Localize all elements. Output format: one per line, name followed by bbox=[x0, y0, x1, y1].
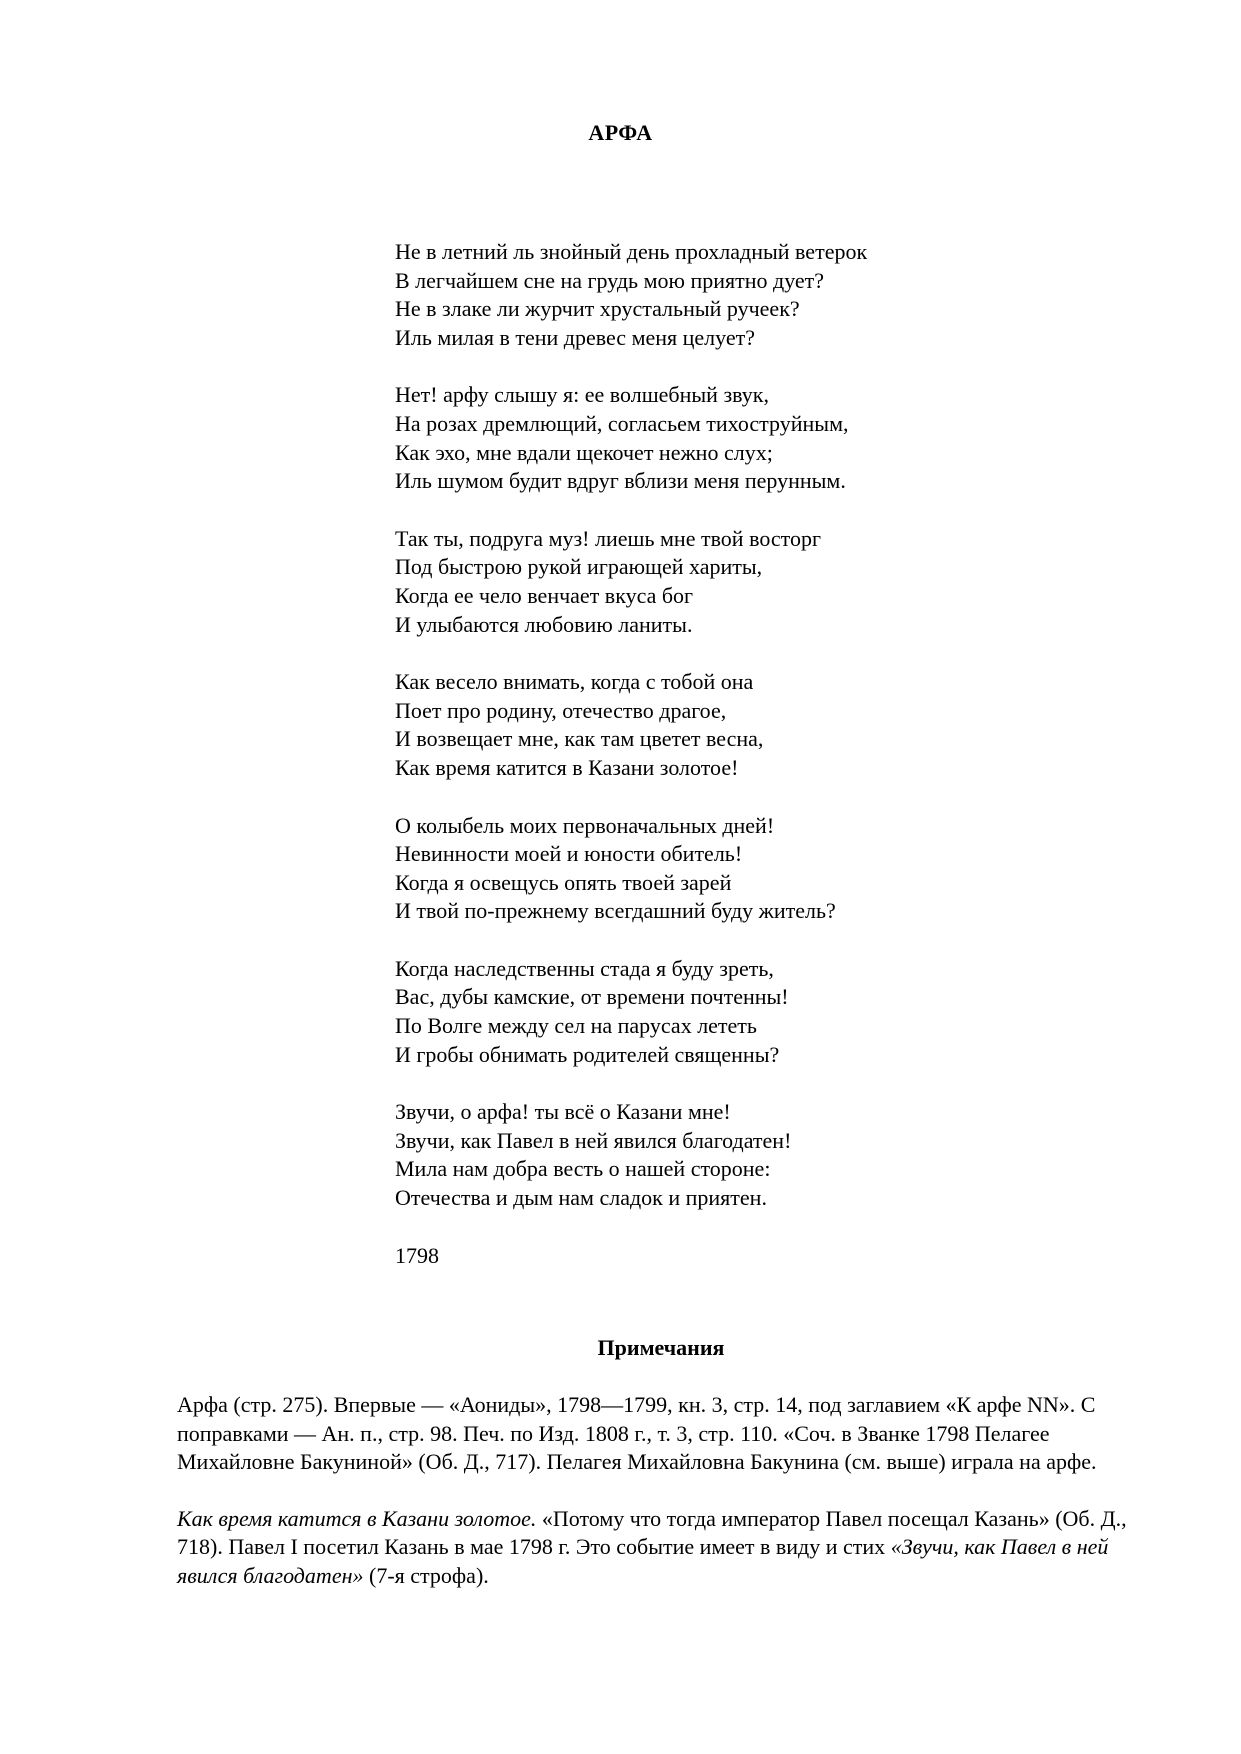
stanza-6 bbox=[395, 955, 1115, 1069]
poem-line: И улыбаются любовию ланиты. bbox=[395, 611, 693, 637]
notes-heading: Примечания bbox=[597, 1335, 725, 1360]
stanza-2 bbox=[395, 381, 1115, 495]
poem-line: Вас, дубы камские, от времени почтенны! bbox=[395, 984, 789, 1010]
poem-line: О колыбель моих первоначальных дней! bbox=[395, 812, 775, 838]
poem-year: 1798 bbox=[395, 1242, 439, 1268]
poem-body bbox=[395, 238, 1115, 1270]
poem-line: На розах дремлющий, согласьем тихоструйным, bbox=[395, 410, 849, 436]
note-italic-citation: Как время катится в Казани золотое. bbox=[177, 1505, 537, 1531]
poem-line: Так ты, подруга муз! лиешь мне твой восторг bbox=[395, 525, 821, 551]
poem-line: Невинности моей и юности обитель! bbox=[395, 841, 743, 867]
poem-line: Мила нам добра весть о нашей стороне: bbox=[395, 1156, 771, 1182]
poem-line: И твой по-прежнему всегдашний буду житель? bbox=[395, 898, 836, 924]
poem-line: По Волге между сел на парусах лететь bbox=[395, 1013, 757, 1039]
poem-line: Иль милая в тени древес меня целует? bbox=[395, 324, 756, 350]
poem-line: И гробы обнимать родителей священны? bbox=[395, 1041, 780, 1067]
stanza-7 bbox=[395, 1098, 1115, 1212]
poem-line: Звучи, о арфа! ты всё о Казани мне! bbox=[395, 1099, 731, 1125]
poem-line: Когда наследственны стада я буду зреть, bbox=[395, 955, 774, 981]
poem-line: Не в злаке ли журчит хрустальный ручеек? bbox=[395, 296, 800, 322]
poem-line: Как время катится в Казани золотое! bbox=[395, 754, 739, 780]
stanza-1 bbox=[395, 238, 1115, 352]
poem-line: Под быстрою рукой играющей хариты, bbox=[395, 554, 763, 580]
note-italic-quote: «Звучи, как Павел в ней явился благодатен» bbox=[177, 1534, 1109, 1588]
poem-title: АРФА bbox=[588, 120, 653, 145]
note-paragraph-1: Арфа (стр. 275). Впервые — «Аониды», 1798—1799, кн. 3, стр. 14, под заглавием «К арфе NN». С поправками — Ан. п., стр. 98. Печ. по Изд. 1808 г., т. 3, стр. 110. «Соч. в Званке 1798 Пелагее Михайловне Бакуниной» (Об. Д., 717). Пелагея Михайловна Бакунина (см. выше) играла на арфе. bbox=[177, 1392, 1097, 1474]
poem-line: Иль шумом будит вдруг вблизи меня перунным. bbox=[395, 468, 846, 494]
poem-line: Нет! арфу слышу я: ее волшебный звук, bbox=[395, 382, 769, 408]
poem-line: Поет про родину, отечество драгое, bbox=[395, 697, 727, 723]
stanza-5 bbox=[395, 812, 1115, 926]
poem-line: Как эхо, мне вдали щекочет нежно слух; bbox=[395, 439, 773, 465]
note-text-end: (7-я строфа). bbox=[363, 1562, 489, 1588]
stanza-4 bbox=[395, 668, 1115, 782]
note-text: «Потому что тогда император Павел посещал Казань» (Об. Д., 718). Павел I посетил Казань в мае 1798 г. Это событие имеет в виду и стих bbox=[177, 1505, 1127, 1559]
poem-line: Звучи, как Павел в ней явился благодатен! bbox=[395, 1127, 792, 1153]
note-paragraph-2 bbox=[177, 1505, 1152, 1591]
poem-line: Когда я освещусь опять твоей зарей bbox=[395, 869, 732, 895]
stanza-3 bbox=[395, 525, 1115, 639]
poem-line: Не в летний ль знойный день прохладный ветерок bbox=[395, 239, 868, 264]
notes-body bbox=[177, 1391, 1152, 1618]
poem-line: И возвещает мне, как там цветет весна, bbox=[395, 726, 764, 752]
poem-line: Отечества и дым нам сладок и приятен. bbox=[395, 1185, 767, 1211]
poem-line: Когда ее чело венчает вкуса бог bbox=[395, 582, 694, 608]
poem-line: В легчайшем сне на грудь мою приятно дует? bbox=[395, 267, 825, 293]
poem-line: Как весело внимать, когда с тобой она bbox=[395, 669, 754, 695]
